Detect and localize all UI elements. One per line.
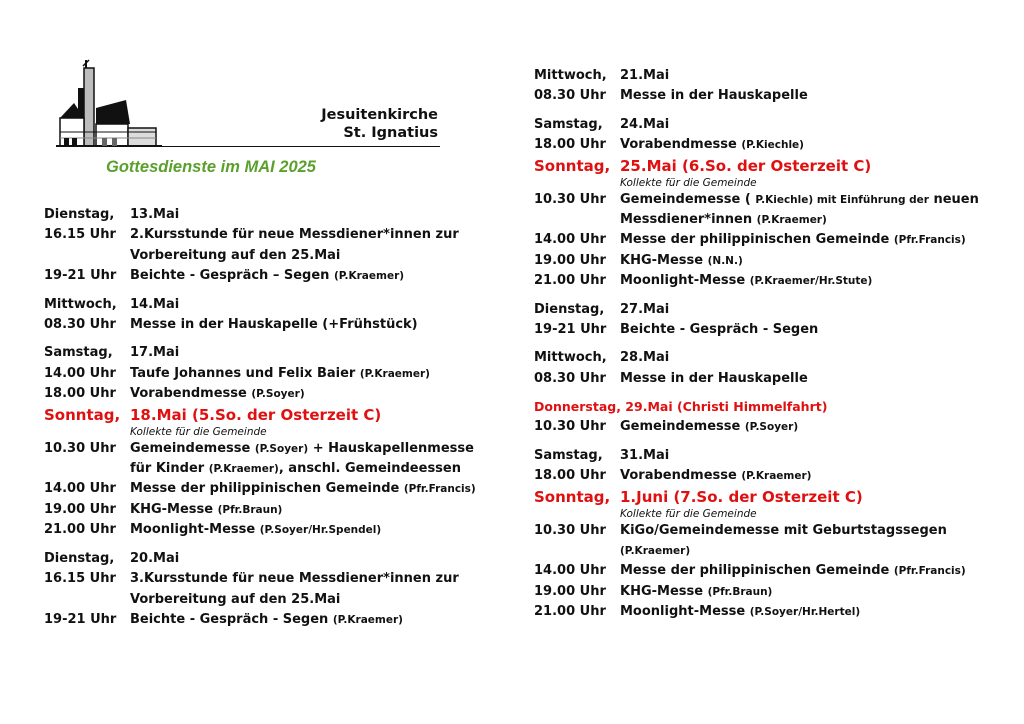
- celebrant: P.Kiechle) mit Einführung der: [755, 193, 929, 206]
- schedule-column-left: [44, 205, 494, 638]
- schedule-row: [534, 446, 994, 466]
- row-value: [620, 115, 994, 135]
- row-key: 19.00 Uhr: [534, 583, 606, 599]
- event-text: Messe der philippinischen Gemeinde: [130, 481, 400, 497]
- schedule-row: [44, 610, 494, 630]
- row-value: [620, 156, 994, 177]
- celebrant: (P.Soyer/Hr.Spendel): [259, 524, 382, 537]
- schedule-row: [534, 417, 994, 437]
- row-value: [620, 251, 994, 271]
- schedule-row: [534, 190, 994, 231]
- row-value: [620, 230, 994, 250]
- row-value: [620, 487, 994, 508]
- row-value: [130, 315, 494, 335]
- row-key: 18.00 Uhr: [534, 137, 606, 153]
- row-value: [620, 561, 994, 581]
- celebrant: (P.Soyer): [254, 442, 309, 455]
- row-value: [130, 405, 494, 426]
- event-text-continued: , anschl. Gemeindeessen: [278, 461, 461, 477]
- row-value: [130, 500, 494, 520]
- row-value: [620, 86, 994, 106]
- event-text: Messe der philippinischen Gemeinde: [620, 232, 890, 248]
- row-value: [130, 439, 494, 480]
- collection-note: Kollekte für die Gemeinde: [620, 507, 757, 520]
- row-key: 08.30 Uhr: [534, 88, 606, 104]
- row-value: [620, 271, 994, 291]
- event-text: 21.Mai: [620, 68, 670, 83]
- row-key: 14.00 Uhr: [44, 365, 116, 381]
- event-text: Moonlight-Messe: [620, 273, 746, 289]
- schedule-row: [44, 225, 494, 266]
- header-divider: [160, 146, 440, 147]
- schedule-row: [44, 205, 494, 225]
- schedule-row: [44, 266, 494, 286]
- row-value: [620, 348, 994, 368]
- row-key: Dienstag,: [534, 301, 605, 317]
- schedule-row: [534, 86, 994, 106]
- celebrant: (P.Soyer): [744, 421, 799, 434]
- row-key: 19-21 Uhr: [44, 611, 117, 627]
- row-key: 18.00 Uhr: [44, 386, 116, 402]
- schedule-row: [534, 561, 994, 581]
- row-key: 19.00 Uhr: [44, 501, 116, 517]
- row-value: [130, 384, 494, 404]
- row-key: 16.15 Uhr: [44, 227, 116, 243]
- row-value: [130, 295, 494, 315]
- collection-note: Kollekte für die Gemeinde: [620, 176, 757, 189]
- event-text: KHG-Messe: [130, 501, 214, 517]
- schedule-row: [534, 348, 994, 368]
- celebrant: (Pfr.Francis): [893, 565, 966, 578]
- row-value: [130, 520, 494, 540]
- event-text: 31.Mai: [620, 447, 670, 463]
- row-key: 19.00 Uhr: [534, 252, 606, 268]
- event-text: 2.Kursstunde für neue Messdiener*innen zur Vorbereitung auf den 25.Mai: [130, 227, 459, 263]
- event-text: Moonlight-Messe: [620, 604, 746, 620]
- celebrant: (Pfr.Braun): [217, 503, 283, 516]
- row-key: 21.00 Uhr: [44, 522, 116, 538]
- schedule-row: [44, 569, 494, 610]
- event-text: Vorabendmesse: [620, 468, 737, 484]
- schedule-row: [44, 364, 494, 384]
- row-value: [534, 397, 994, 417]
- event-text: Messe der philippinischen Gemeinde: [620, 563, 890, 579]
- row-key: Dienstag,: [44, 207, 115, 222]
- schedule-row: [534, 66, 994, 86]
- schedule-row: [44, 520, 494, 540]
- event-text: Messe in der Hauskapelle (+Frühstück): [130, 317, 418, 333]
- event-text-continued: neuen Messdiener*innen: [620, 191, 979, 228]
- event-text: KHG-Messe: [620, 583, 704, 599]
- schedule-day-block: [44, 205, 494, 287]
- celebrant: (P.Kraemer): [741, 470, 812, 483]
- event-text: Moonlight-Messe: [130, 522, 256, 538]
- row-value: [620, 602, 994, 622]
- schedule-row: [534, 115, 994, 135]
- event-text: Gemeindemesse (: [620, 191, 751, 207]
- celebrant: (P.Soyer/Hr.Hertel): [749, 606, 861, 619]
- row-value: [130, 610, 494, 630]
- sunday-heading: [44, 405, 494, 426]
- schedule-row: [534, 521, 994, 562]
- schedule-column-right: [534, 66, 994, 631]
- row-key: 10.30 Uhr: [44, 440, 116, 456]
- row-value: [620, 582, 994, 602]
- schedule-row: [534, 369, 994, 389]
- sunday-heading: [534, 156, 994, 177]
- schedule-row: [44, 500, 494, 520]
- event-text: Messe in der Hauskapelle: [620, 88, 808, 104]
- row-key: Samstag,: [44, 345, 113, 361]
- celebrant: (P.Kraemer): [333, 270, 405, 283]
- collection-note: Kollekte für die Gemeinde: [130, 425, 267, 438]
- row-value: [620, 320, 994, 340]
- row-key: 21.00 Uhr: [534, 604, 606, 620]
- row-value: [620, 369, 994, 389]
- event-text: Gemeindemesse: [130, 440, 251, 456]
- row-key: 14.00 Uhr: [534, 563, 606, 579]
- row-value: [620, 446, 994, 466]
- celebrant: (Pfr.Francis): [403, 483, 476, 496]
- row-value: [130, 205, 494, 225]
- row-value: [130, 266, 494, 286]
- schedule-row: [534, 602, 994, 622]
- schedule-row: [44, 295, 494, 315]
- sunday-heading: [534, 397, 994, 417]
- church-name-line2: St. Ignatius: [343, 125, 438, 141]
- event-text: 3.Kursstunde für neue Messdiener*innen zur Vorbereitung auf den 25.Mai: [130, 571, 459, 607]
- schedule-day-block: [534, 348, 994, 389]
- row-key: 10.30 Uhr: [534, 522, 606, 538]
- row-value: [620, 466, 994, 486]
- celebrant: (P.Soyer): [251, 388, 305, 401]
- celebrant: (Pfr.Braun): [707, 585, 773, 598]
- row-key: 21.00 Uhr: [534, 273, 606, 289]
- schedule-day-block: [534, 446, 994, 623]
- event-text: Vorabendmesse: [620, 137, 737, 153]
- schedule-row: [534, 320, 994, 340]
- row-key: Samstag,: [534, 447, 603, 463]
- row-key: 18.00 Uhr: [534, 468, 606, 484]
- event-text: 25.Mai (6.So. der Osterzeit C): [620, 156, 872, 175]
- row-value: [620, 66, 994, 86]
- row-key: 16.15 Uhr: [44, 571, 116, 587]
- event-text: 24.Mai: [620, 116, 670, 132]
- event-text: Beichte - Gespräch – Segen: [130, 268, 330, 284]
- row-value: [620, 300, 994, 320]
- celebrant: (P.Kraemer): [620, 544, 691, 557]
- row-value: [620, 190, 994, 231]
- row-key: 14.00 Uhr: [534, 232, 606, 248]
- row-value: [130, 569, 494, 610]
- event-text: 13.Mai: [130, 207, 180, 222]
- event-text: KiGo/Gemeindemesse mit Geburtstagssegen: [620, 522, 947, 538]
- celebrant: (N.N.): [707, 254, 743, 267]
- event-text: KHG-Messe: [620, 252, 704, 268]
- row-value: [620, 521, 994, 562]
- schedule-row: [534, 135, 994, 155]
- event-text: Donnerstag, 29.Mai (Christi Himmelfahrt): [534, 399, 828, 415]
- row-key: 14.00 Uhr: [44, 481, 116, 497]
- event-text: 28.Mai: [620, 350, 670, 366]
- row-key: Mittwoch,: [534, 68, 607, 83]
- event-text: Taufe Johannes und Felix Baier: [130, 365, 356, 381]
- page-title: Gottesdienste im MAI 2025: [106, 158, 316, 176]
- schedule-row: [534, 271, 994, 291]
- row-key: Dienstag,: [44, 550, 115, 566]
- church-logo-icon: [56, 58, 162, 158]
- celebrant: (P.Kraemer): [359, 367, 430, 380]
- schedule-row: [44, 439, 494, 480]
- schedule-day-block: [534, 115, 994, 292]
- row-key: Sonntag,: [534, 156, 611, 175]
- schedule-day-block: [534, 397, 994, 437]
- row-key: Mittwoch,: [44, 296, 117, 312]
- event-text: 20.Mai: [130, 550, 180, 566]
- row-value: [130, 364, 494, 384]
- celebrant: (Pfr.Francis): [893, 234, 966, 247]
- row-value: [130, 479, 494, 499]
- event-text: 1.Juni (7.So. der Osterzeit C): [620, 487, 863, 506]
- celebrant: (P.Kraemer): [332, 613, 403, 626]
- row-key: 10.30 Uhr: [534, 191, 606, 207]
- event-text: Gemeindemesse: [620, 419, 741, 435]
- church-name: [300, 106, 438, 142]
- row-key: 19-21 Uhr: [534, 322, 607, 338]
- event-text-continued: + Hauskapellenmesse für Kinder: [130, 440, 474, 477]
- celebrant: (P.Kraemer/Hr.Stute): [749, 275, 873, 288]
- schedule-day-block: [534, 66, 994, 107]
- row-value: [130, 343, 494, 363]
- event-text: Messe in der Hauskapelle: [620, 370, 808, 386]
- schedule-row: [44, 384, 494, 404]
- event-text: 18.Mai (5.So. der Osterzeit C): [130, 405, 382, 424]
- event-text: Beichte - Gespräch - Segen: [620, 322, 819, 338]
- row-value: [620, 417, 994, 437]
- schedule-row: [44, 315, 494, 335]
- row-key: Samstag,: [534, 116, 603, 132]
- schedule-row: [44, 343, 494, 363]
- church-name-line1: Jesuitenkirche: [321, 107, 438, 123]
- row-key: Sonntag,: [44, 405, 121, 424]
- schedule-day-block: [534, 300, 994, 341]
- event-text: 14.Mai: [130, 296, 180, 312]
- row-key: Mittwoch,: [534, 350, 607, 366]
- row-key: 08.30 Uhr: [44, 317, 116, 333]
- row-key: 19-21 Uhr: [44, 268, 117, 284]
- event-text: Vorabendmesse: [130, 386, 247, 402]
- schedule-row: [534, 251, 994, 271]
- event-text: Beichte - Gespräch - Segen: [130, 611, 329, 627]
- schedule-row: [534, 582, 994, 602]
- row-key: Sonntag,: [534, 487, 611, 506]
- row-key: 08.30 Uhr: [534, 370, 606, 386]
- sunday-heading: [534, 487, 994, 508]
- schedule-day-block: [44, 549, 494, 631]
- celebrant: (P.Kiechle): [741, 139, 804, 152]
- event-text: 27.Mai: [620, 301, 670, 317]
- schedule-row: [534, 230, 994, 250]
- event-text: 17.Mai: [130, 345, 180, 361]
- celebrant: (P.Kraemer): [756, 214, 827, 227]
- row-value: [130, 225, 494, 266]
- schedule-row: [44, 479, 494, 499]
- row-key: 10.30 Uhr: [534, 419, 606, 435]
- schedule-row: [44, 549, 494, 569]
- schedule-row: [534, 300, 994, 320]
- schedule-row: [534, 466, 994, 486]
- row-value: [130, 549, 494, 569]
- schedule-day-block: [44, 295, 494, 336]
- schedule-day-block: [44, 343, 494, 540]
- celebrant: (P.Kraemer): [208, 463, 279, 476]
- row-value: [620, 135, 994, 155]
